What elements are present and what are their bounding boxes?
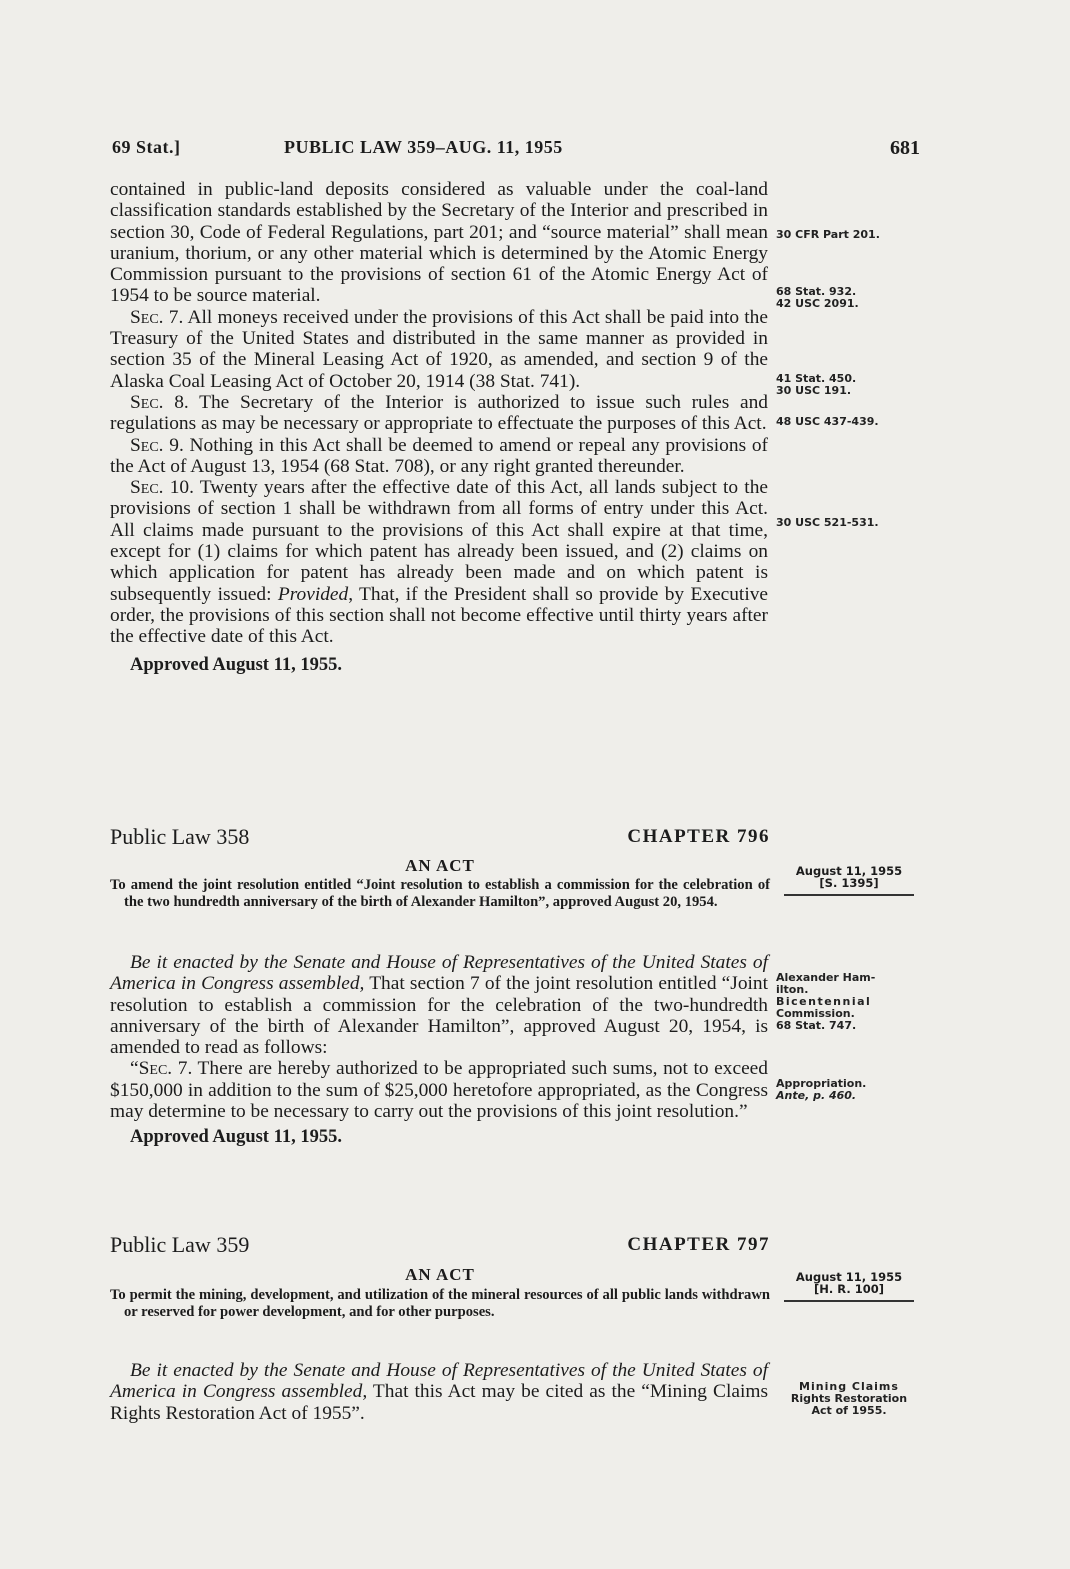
- volume-reference: 69 Stat.]: [112, 137, 181, 157]
- section-10-text-a: 10. Twenty years after the effective date of this Act, all lands subject to the provisions of section 1 shall be withdrawn from all forms of entry under this Act. All claims made pursuant to the provisions of this Act shall expire at that time, except for (1) claims for which patent has already been issued, and (2) claims on which application for patent has already been made and on which patent is subsequently issued:: [110, 477, 768, 605]
- margin-line: Rights Restoration: [790, 1392, 908, 1405]
- public-law-359: Public Law 359: [110, 1232, 250, 1257]
- bill-number: [S. 1395]: [819, 876, 879, 890]
- margin-note-mineral-leasing: [776, 373, 856, 397]
- margin-line: Commission.: [776, 1007, 855, 1020]
- an-act-heading: AN ACT: [405, 1265, 475, 1284]
- open-quote: “: [130, 1058, 139, 1080]
- enacting-formula: Be it enacted by the Senate and House of Representatives of the United States of America in Congress assembled,: [110, 1360, 768, 1403]
- an-act-heading: AN ACT: [405, 856, 475, 875]
- page-header: [112, 137, 920, 163]
- margin-note-cfr: 30 CFR Part 201.: [776, 228, 880, 241]
- margin-line: Act of 1955.: [811, 1404, 887, 1417]
- amended-section-7: [110, 1058, 768, 1122]
- law-358-date-box: [778, 865, 920, 896]
- sec-label: Sec.: [130, 391, 164, 413]
- margin-note-hamilton: [776, 972, 875, 1032]
- enactment-date: August 11, 1955: [795, 864, 903, 878]
- sec-label: Sec.: [138, 1058, 173, 1080]
- sec-label: Sec.: [130, 434, 164, 456]
- margin-line: ilton.: [776, 983, 809, 996]
- margin-line: 68 Stat. 747.: [776, 1019, 857, 1032]
- law-359-heading: [110, 1232, 770, 1262]
- sec-label: Sec.: [130, 477, 164, 499]
- enacting-formula: Be it enacted by the Senate and House of Representatives of the United States of America in Congress assembled,: [110, 952, 768, 995]
- margin-line: Mining Claims: [799, 1380, 899, 1393]
- section-7: [110, 307, 768, 392]
- enactment-date: August 11, 1955: [795, 1270, 903, 1284]
- margin-line: Bicentennial: [776, 995, 872, 1008]
- enacting-text: That section 7 of the joint resolution entitled “Joint resolution to establish a commission for the celebration of the two-hundredth anniversary of the birth of Alexander Hamilton”, approved August 20, 1954, is amended to read as follows:: [110, 973, 768, 1059]
- section-7-text: 7. All moneys received under the provisions of this Act shall be paid into the Treasury of the United States and distributed in the same manner as provided in section 35 of the Mineral Leasing Act of 1920, as amended, and section 9 of the Alaska Coal Leasing Act of October 20, 1914 (38 Stat. 741).: [110, 306, 768, 392]
- law-359-body: [110, 1360, 768, 1424]
- enacting-clause: [110, 1360, 768, 1424]
- continued-text-block: [110, 179, 768, 676]
- section-9: [110, 435, 768, 478]
- margin-line: Alexander Ham-: [776, 971, 876, 984]
- margin-line: 30 USC 191.: [776, 384, 852, 397]
- section-9-text: 9. Nothing in this Act shall be deemed to amend or repeal any provisions of the Act of August 13, 1954 (68 Stat. 708), or any right granted thereunder.: [110, 434, 768, 477]
- running-head: PUBLIC LAW 359–AUG. 11, 1955: [284, 137, 563, 157]
- divider: [784, 894, 914, 896]
- margin-line: 41 Stat. 450.: [776, 372, 857, 385]
- continuation-paragraph: contained in public-land deposits considered as valuable under the coal-land classification standards established by the Secretary of the Interior and prescribed in section 30, Code of Federal Regulations, part 201; and “source material” shall mean uranium, thorium, or any other material which is determined by the Atomic Energy Commission pursuant to the provisions of section 61 of the Atomic Energy Act of 1954 to be source material.: [110, 179, 768, 307]
- page-number: 681: [890, 137, 920, 159]
- margin-line: Ante, p. 460.: [776, 1089, 857, 1102]
- margin-line: Appropriation.: [776, 1077, 867, 1090]
- law-359-date-box: [778, 1271, 920, 1302]
- margin-note-mining-claims: [778, 1381, 920, 1417]
- public-law-358: Public Law 358: [110, 824, 250, 849]
- law-358-purpose: To amend the joint resolution entitled “Joint resolution to establish a commission for the celebration of the two hundredth anniversary of the birth of Alexander Hamilton”, approved August 20, 1954.: [110, 877, 770, 910]
- law-358-heading: [110, 824, 770, 854]
- margin-line: 68 Stat. 932.: [776, 285, 857, 298]
- section-10: [110, 477, 768, 647]
- bill-number: [H. R. 100]: [814, 1282, 884, 1296]
- sec-label: Sec.: [130, 306, 164, 328]
- amended-section-text: 7. There are hereby authorized to be appropriated such sums, not to exceed $150,000 in addition to the sum of $25,000 heretofore appropriated, as the Congress may determine to be necessary to carry out the provisions of this joint resolution.”: [110, 1058, 768, 1123]
- section-8-text: 8. The Secretary of the Interior is authorized to issue such rules and regulations as may be necessary or appropriate to effectuate the purposes of this Act.: [110, 391, 768, 435]
- law-358-body: [110, 952, 768, 1148]
- margin-note-30-usc: 30 USC 521-531.: [776, 516, 879, 529]
- margin-line: 42 USC 2091.: [776, 297, 859, 310]
- margin-note-atomic-energy: [776, 286, 859, 310]
- chapter-797: CHAPTER 797: [627, 1234, 770, 1255]
- enacting-text: That this Act may be cited as the “Mining Claims Rights Restoration Act of 1955”.: [110, 1381, 769, 1424]
- approved-line: Approved August 11, 1955.: [130, 654, 342, 675]
- enacting-clause: [110, 952, 768, 1058]
- approved-line: Approved August 11, 1955.: [130, 1127, 342, 1148]
- margin-note-appropriation: [776, 1078, 866, 1102]
- margin-note-alaska: 48 USC 437-439.: [776, 415, 879, 428]
- provided-word: Provided: [277, 583, 349, 605]
- law-359-purpose: To permit the mining, development, and utilization of the mineral resources of all public lands withdrawn or reserved for power development, and for other purposes.: [110, 1287, 770, 1320]
- divider: [784, 1300, 914, 1302]
- chapter-796: CHAPTER 796: [627, 826, 770, 847]
- section-10-text-b: , That, if the President shall so provide by Executive order, the provisions of this section shall not become effective until thirty years after the effective date of this Act.: [110, 583, 769, 648]
- section-8: [110, 392, 768, 435]
